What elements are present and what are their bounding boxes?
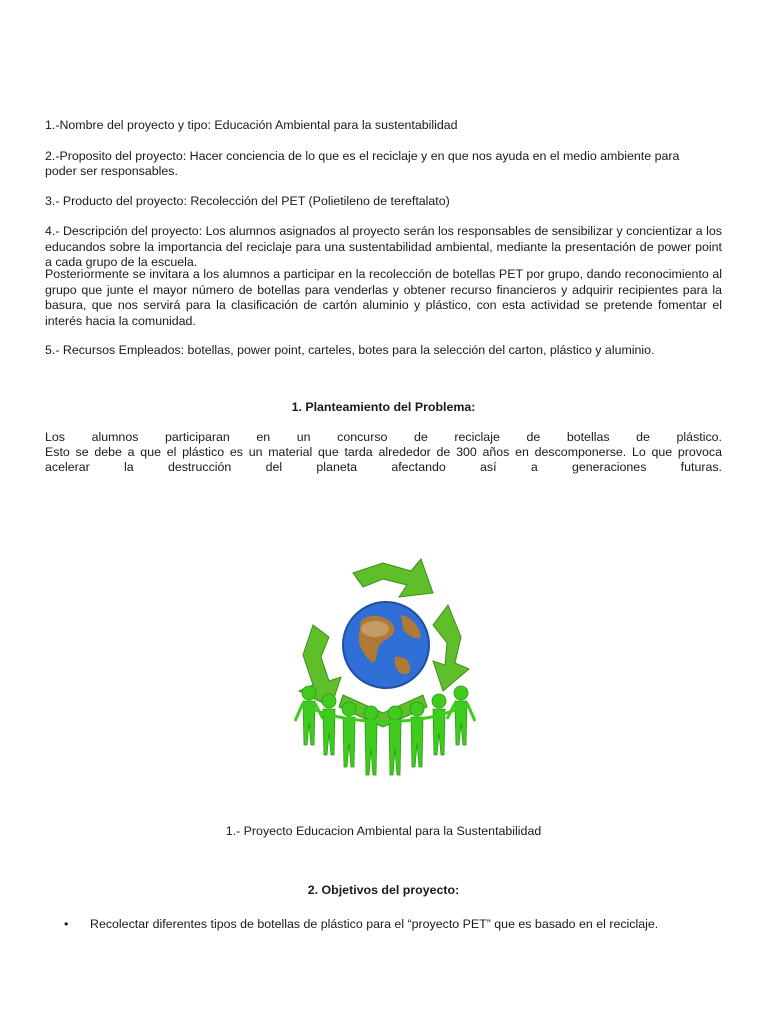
globe-icon: [343, 602, 429, 688]
problem-line-1: Los alumnos participaran en un concurso de reciclaje de botellas de plástico.: [45, 430, 722, 444]
green-figures-icon: [295, 686, 475, 775]
project-product-line: 3.- Producto del proyecto: Recolección del PET (Polietileno de tereftalato): [45, 194, 450, 208]
project-description-paragraph-2: Posteriormente se invitara a los alumnos a participar en la recolección de botellas PET por grupo, dando reconocimiento al grupo que junte el mayor número de botellas para venderlas y obtener recurso financieros y adquirir recipientes para la basura, que nos servirá para la clasificación de cartón aluminio y plástico, con esta actividad se pretende fomentar el interés hacia la comunidad.: [45, 267, 722, 328]
bullet-icon: •: [64, 917, 69, 931]
project-description-paragraph-1: 4.- Descripción del proyecto: Los alumnos asignados al proyecto serán los responsables de sensibilizar y concientizar a los educandos sobre la importancia del reciclaje para una sustentabilidad ambiental, mediante la presentación de power point a cada grupo de la escuela.: [45, 224, 722, 269]
problem-heading: 1. Planteamiento del Problema:: [291, 400, 476, 414]
project-name-line: 1.-Nombre del proyecto y tipo: Educación Ambiental para la sustentabilidad: [45, 118, 458, 132]
figure-caption: 1.- Proyecto Educacion Ambiental para la Sustentabilidad: [225, 824, 542, 838]
objective-text: Recolectar diferentes tipos de botellas de plástico para el “proyecto PET” que es basado en el reciclaje.: [90, 917, 659, 931]
problem-line-2: Esto se debe a que el plástico es un material que tarda alrededor de 300 años en descomponerse. Lo que provoca: [45, 445, 722, 459]
objectives-heading: 2. Objetivos del proyecto:: [307, 883, 460, 897]
project-purpose-line-2: poder ser responsables.: [45, 164, 178, 178]
project-resources-line: 5.- Recursos Empleados: botellas, power point, carteles, botes para la selección del carton, plástico y aluminio.: [45, 343, 655, 357]
recycle-globe-people-illustration: [283, 545, 488, 795]
objective-list-item: [64, 917, 724, 931]
problem-line-3: acelerar la destrucción del planeta afectando así a generaciones futuras.: [45, 460, 722, 474]
project-purpose-line-1: 2.-Proposito del proyecto: Hacer conciencia de lo que es el reciclaje y en que nos ayuda en el medio ambiente para: [45, 149, 680, 163]
